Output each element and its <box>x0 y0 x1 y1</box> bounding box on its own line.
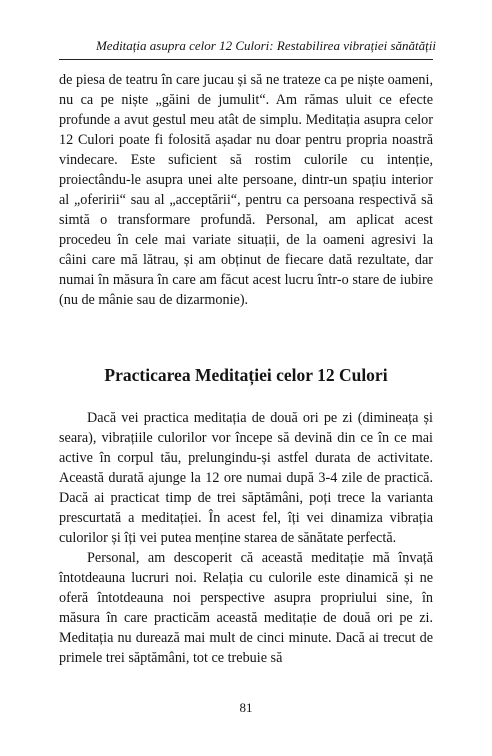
section-title: Practicarea Meditației celor 12 Culori <box>104 365 388 385</box>
continued-paragraph: de piesa de teatru în care jucau și să ne trateze ca pe niște oameni, nu ca pe niște „găini de jumulit“. Am rămas uluit ce efecte profunde a avut gestul meu atât de simplu. Meditația asupra celor 12 Culori poate fi folosită așadar nu doar pentru propria noastră vindecare. Este suficient să rostim culorile cu intenție, proiectându-le asupra unei alte persoane, dintr-un spațiu interior al „oferirii“ sau al „acceptării“, pentru ca persoana respectivă să simtă o transformare profundă. Personal, am aplicat acest procedeu în cele mai variate situații, de la oameni agresivi la câini care mă lătrau, și am obținut de fiecare dată rezultate, dar numai în măsura în care am făcut acest lucru într-o stare de iubire (nu de mânie sau de dizarmonie). <box>59 72 433 308</box>
section-paragraph-2: Personal, am descoperit că această meditație mă învață întotdeauna lucruri noi. Relația cu culorile este dinamică și ne oferă întotdeauna noi perspective asupra propriului sine, în măsura în care practicăm această meditație de două ori pe zi. Meditația nu durează mai mult de cinci minute. Dacă ai trecut de primele trei săptămâni, tot ce trebuie să <box>59 550 433 666</box>
header-rule <box>59 59 433 60</box>
section-paragraph-1: Dacă vei practica meditația de două ori pe zi (dimineața și seara), vibrațiile culorilor vor începe să devină din ce în ce mai active în corpul tău, prelungindu-și astfel durata de activitate. Această durată ajunge la 12 ore numai după 3-4 zile de practică. Dacă ai practicat timp de trei săptămâni, poți trece la varianta prescurtată a meditației. În acest fel, îți vei dinamiza vibrația culorilor și îți vei putea menține starea de sănătate perfectă. <box>59 410 433 546</box>
page-number: 81 <box>239 700 253 715</box>
running-header: Meditația asupra celor 12 Culori: Restabilirea vibrației sănătății <box>95 38 436 53</box>
section-body <box>59 408 433 668</box>
continued-paragraph-block <box>59 70 433 310</box>
